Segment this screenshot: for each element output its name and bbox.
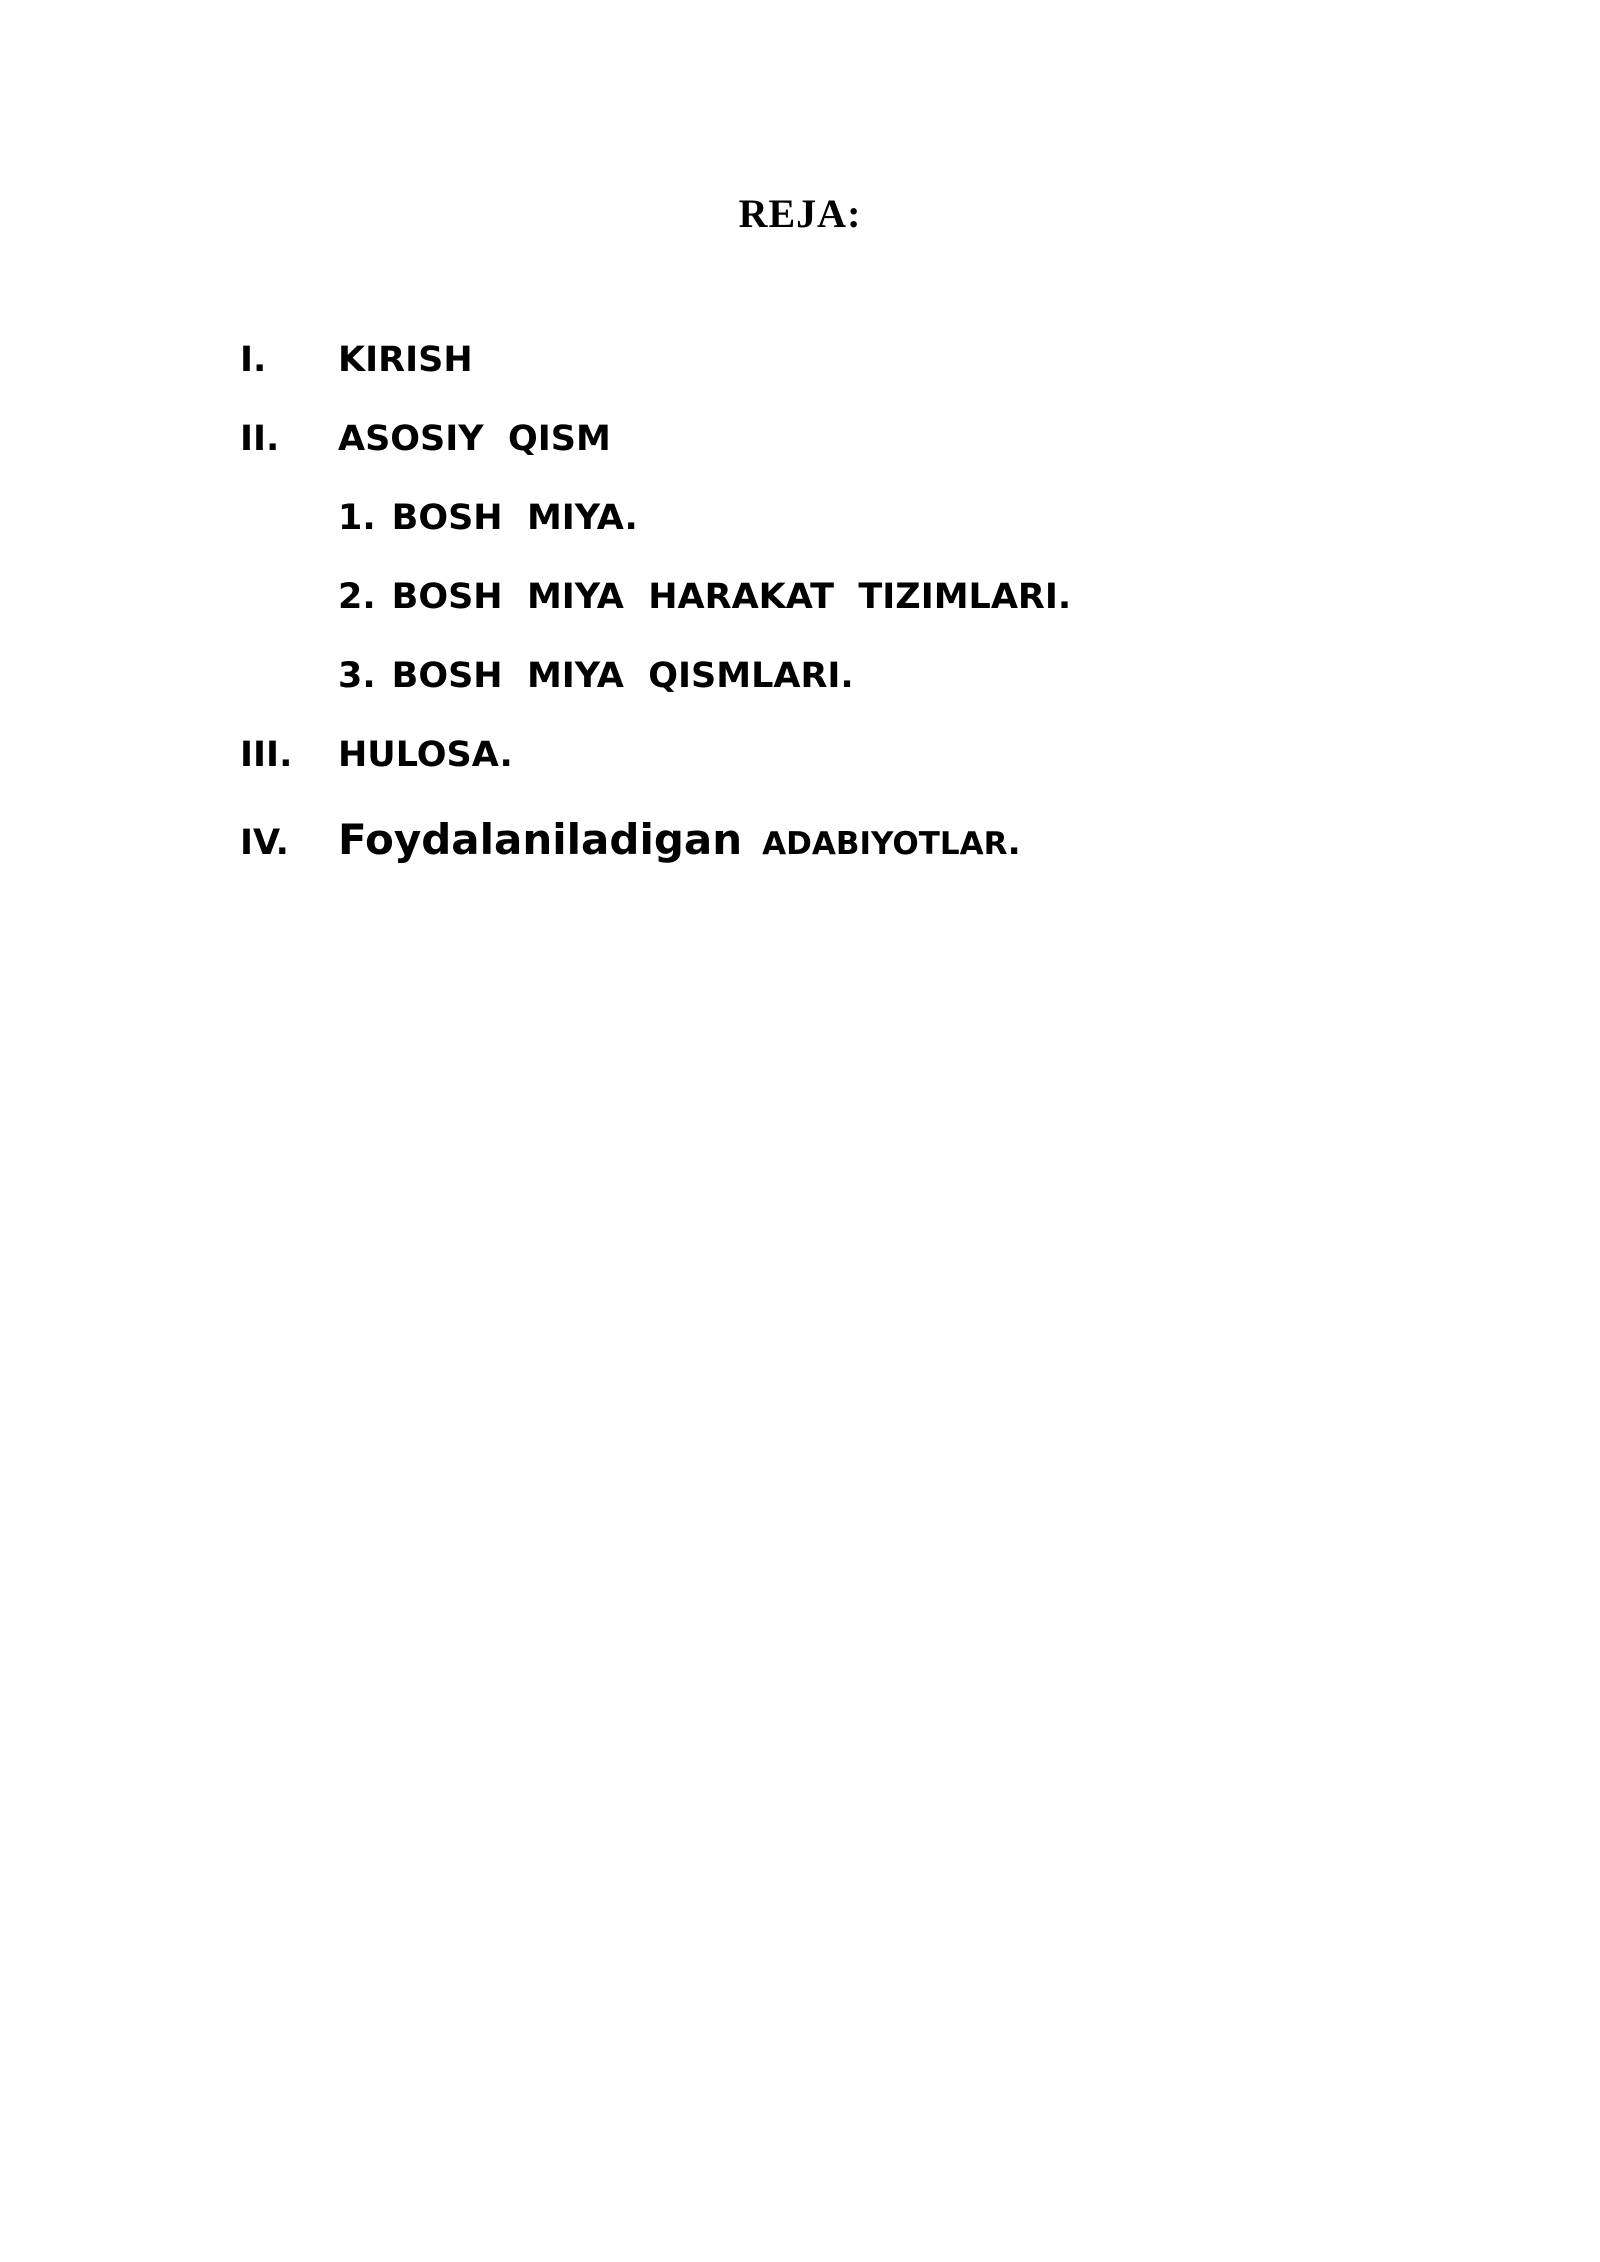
roman-numeral: I. xyxy=(240,340,267,380)
subitem-number: 1. xyxy=(338,498,376,538)
outline-subitem-bosh-miya xyxy=(338,498,638,558)
outline-item-text-large: Foydalaniladigan xyxy=(338,815,743,864)
outline-subitem-text: BOSH MIYA QISMLARI. xyxy=(391,656,854,696)
subitem-number: 3. xyxy=(338,656,376,696)
outline-item-asosiy-qism xyxy=(240,419,611,479)
outline-item-kirish xyxy=(240,340,473,400)
subitem-number: 2. xyxy=(338,577,376,617)
outline-item-text-small: ADABIYOTLAR xyxy=(762,826,1008,862)
outline-subitem-text: BOSH MIYA HARAKAT TIZIMLARI. xyxy=(391,577,1072,617)
outline-item-hulosa xyxy=(240,735,513,795)
outline-item-text: KIRISH xyxy=(338,340,473,380)
outline-item-text: HULOSA. xyxy=(338,735,513,775)
outline-item-end-punct: . xyxy=(1007,823,1021,863)
outline-item-adabiyotlar xyxy=(240,815,1021,875)
outline-item-text: ASOSIY QISM xyxy=(338,419,611,459)
outline-subitem-text: BOSH MIYA. xyxy=(391,498,638,538)
outline-subitem-harakat-tizimlari xyxy=(338,577,1071,637)
roman-numeral: III. xyxy=(240,735,293,775)
page-title: REJA: xyxy=(738,191,862,236)
roman-numeral: IV. xyxy=(240,823,289,863)
outline-subitem-qismlari xyxy=(338,656,854,716)
roman-numeral: II. xyxy=(240,419,280,459)
